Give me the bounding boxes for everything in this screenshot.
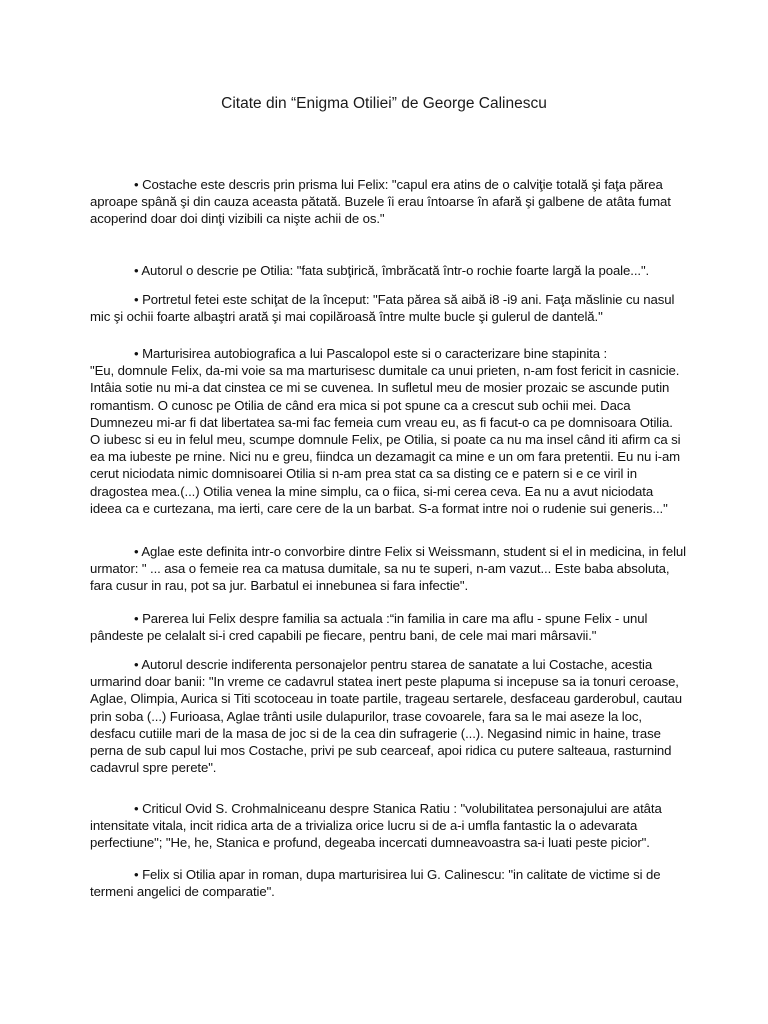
paragraph-felix-otilia: • Felix si Otilia apar in roman, dupa marturisirea lui G. Calinescu: "in calitate de victime si de termeni angelici de comparatie".	[90, 867, 661, 900]
paragraph-costache: • Costache este descris prin prisma lui Felix: "capul era atins de o calviţie totală şi faţa părea aproape spână şi din cauza aceasta pătată. Buzele îi erau întoarse în afară şi galbene de atâta fumat acoperind doar doi dinţi vizibili ca nişte achii de os."	[90, 177, 671, 227]
paragraph-stanica: • Criticul Ovid S. Crohmalniceanu despre Stanica Ratiu : "volubilitatea personajului are atâta intensitate vitala, incit ridica arta de a trivializa orice lucru si de a-i umfla fantastic la o adevarata perfectiune"; "He, he, Stanica e profund, degeaba incercati dumneavoastra sa-i luati peste picior".	[90, 801, 662, 851]
paragraph-otilia-description: • Autorul o descrie pe Otilia: "fata subţirică, îmbrăcată într-o rochie foarte largă la poale...".	[134, 263, 650, 278]
paragraph-felix-family: • Parerea lui Felix despre familia sa actuala :“in familia in care ma aflu - spune Felix - unul pândeste pe celalalt si-i cred capabili pe fiecare, pentru bani, de cele mai mari mârsavii."	[90, 611, 648, 644]
paragraph-otilia-portrait: • Portretul fetei este schiţat de la început: "Fata părea să aibă i8 -i9 ani. Faţa măslinie cu nasul mic şi ochii foarte albaştri arată şi mai copilăroasă între multe bucle şi gulerul de dantelă."	[90, 292, 675, 325]
document-title: Citate din “Enigma Otiliei” de George Calinescu	[221, 95, 547, 112]
paragraph-costache-illness: • Autorul descrie indiferenta personajelor pentru starea de sanatate a lui Costache, acestia urmarind doar banii: "In vreme ce cadavrul statea inert peste plapuma si incepuse sa ia tonuri ceroase, Aglae, Olimpia, Aurica si Titi scotoceau in toate partile, trageau sertarele, desfaceau garderobul, cautau prin soba (...) Furioasa, Aglae trânti usile dulapurilor, trase covoarele, fara sa le mai aseze la loc, desfacu cutiile mari de la masa de joc si de la cea din sufragerie (...). Negasind nimic in haine, trase perna de sub capul lui mos Costache, privi pe sub cearceaf, apoi ridica cu putere salteaua, rasturnind cadavrul spre perete".	[90, 657, 682, 776]
paragraph-pascalopol-heading: • Marturisirea autobiografica a lui Pascalopol este si o caracterizare bine stapinita :	[134, 346, 608, 361]
paragraph-pascalopol-quote: "Eu, domnule Felix, da-mi voie sa ma marturisesc dumitale ca unui prieten, n-am fost fericit in casnicie. Intâia sotie nu mi-a dat cinstea ce mi se cuvenea. In sufletul meu de mosier prozaic se ascunde putin romantism. O cunosc pe Otilia de când era mica si pot spune ca a crescut sub ochii mei. Daca Dumnezeu mi-ar fi dat libertatea sa-mi fac femeia cum vreau eu, as fi facut-o ca pe domnisoara Otilia. O iubesc si eu in felul meu, scumpe domnule Felix, pe Otilia, si poate ca nu ma insel când iti afirm ca si ea ma iubeste pe rnine. Nici nu e greu, fiindca un dezamagit ca mine e un om fara pretentii. Eu nu i-am cerut niciodata nimic domnisoarei Otilia si n-am prea stat ca sa disting ce e patern si e ce viril in dragostea mea.(...) Otilia venea la mine simplu, ca o fiica, si-mi cerea ceva. Ea nu a avut niciodata ideea ca e curtezana, ma ierti, care cere de la un barbat. S-a format intre noi o rudenie sui generis..."	[90, 363, 681, 516]
paragraph-pascalopol	[90, 345, 686, 517]
paragraph-aglae: • Aglae este definita intr-o convorbire dintre Felix si Weissmann, student si el in medicina, in felul urmator: " ... asa o femeie rea ca matusa dumitale, sa nu te superi, n-am vazut... Este baba absoluta, fara cusur in rau, pot sa jur. Barbatul ei innebunea si fara infectie".	[90, 544, 686, 594]
